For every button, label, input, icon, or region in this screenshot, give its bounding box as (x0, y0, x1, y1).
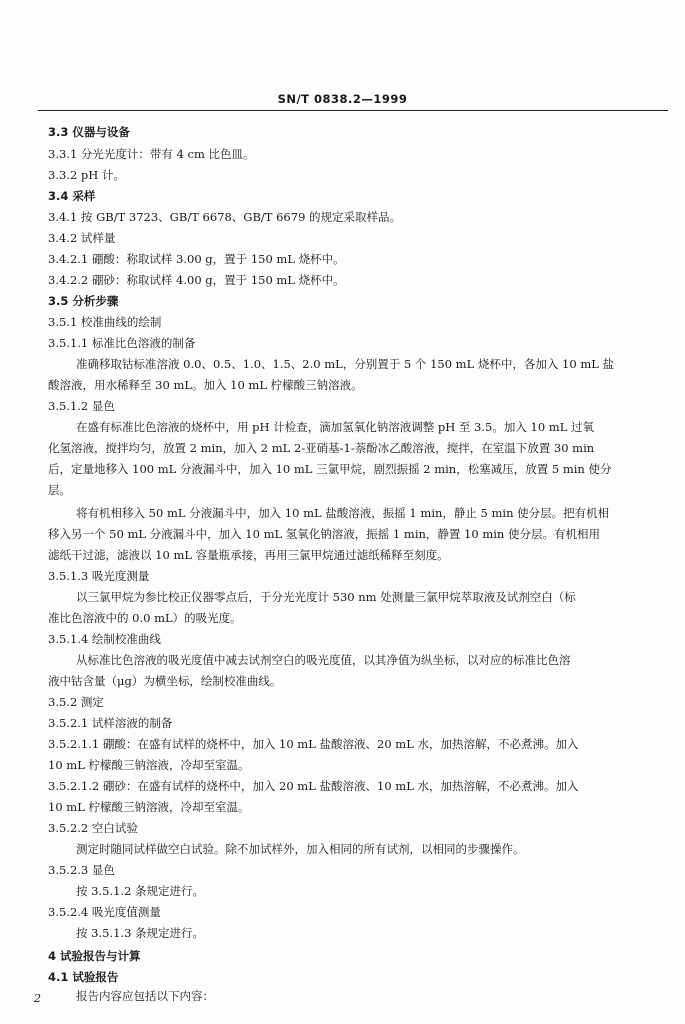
paragraph-line: 按 3.5.1.2 条规定进行。 (76, 884, 205, 898)
clause: 3.4.2.1 硼酸：称取试样 3.00 g，置于 150 mL 烧杯中。 (48, 252, 345, 266)
paragraph-line: 以三氯甲烷为参比校正仪器零点后，于分光光度计 530 nm 处测量三氯甲烷萃取液及试剂空白（标 (76, 590, 576, 604)
clause: 3.4.1 按 GB/T 3723、GB/T 6678、GB/T 6679 的规定采取样品。 (48, 210, 402, 224)
paragraph-line: 报告内容应包括以下内容： (76, 989, 214, 1003)
paragraph-line: 化氢溶液，搅拌均匀，放置 2 min，加入 2 mL 2-亚硝基-1-萘酚冰乙酸溶液，搅拌，在室温下放置 30 min (48, 441, 595, 455)
page-header: SN/T 0838.2—1999 (277, 92, 408, 106)
paragraph-line: 从标准比色溶液的吸光度值中减去试剂空白的吸光度值，以其净值为纵坐标，以对应的标准比色溶 (76, 653, 571, 667)
subsection-heading: 3.5.1.2 显色 (48, 399, 115, 413)
subsection-heading: 3.5.1.4 绘制校准曲线 (48, 632, 161, 646)
clause: 3.4.2.2 硼砂：称取试样 4.00 g，置于 150 mL 烧杯中。 (48, 273, 345, 287)
paragraph-line: 液中钴含量（μg）为横坐标，绘制校准曲线。 (48, 674, 282, 688)
subsection-heading: 3.5.2 测定 (48, 695, 104, 709)
paragraph-line: 移入另一个 50 mL 分液漏斗中，加入 10 mL 氢氧化钠溶液，振摇 1 min，静置 10 min 使分层。有机相用 (48, 527, 600, 541)
paragraph-line: 测定时随同试样做空白试验。除不加试样外，加入相同的所有试剂，以相同的步骤操作。 (76, 842, 525, 856)
subsection-heading: 3.5.2.1 试样溶液的制备 (48, 716, 173, 730)
section-heading: 4.1 试验报告 (48, 970, 119, 984)
subsection-heading: 3.5.1.1 标准比色溶液的制备 (48, 336, 196, 350)
paragraph-line: 将有机相移入 50 mL 分液漏斗中，加入 10 mL 盐酸溶液，振摇 1 min，静止 5 min 使分层。把有机相 (76, 506, 610, 520)
paragraph-line: 准比色溶液中的 0.0 mL）的吸光度。 (48, 611, 242, 625)
section-heading: 3.3 仪器与设备 (48, 125, 130, 139)
paragraph-line: 准确移取钴标准溶液 0.0、0.5、1.0、1.5、2.0 mL，分别置于 5 个 150 mL 烧杯中，各加入 10 mL 盐 (76, 357, 615, 371)
section-heading: 3.4 采样 (48, 189, 96, 203)
paragraph-line: 后，定量地移入 100 mL 分液漏斗中，加入 10 mL 三氯甲烷，剧烈振摇 2 min，松塞减压，放置 5 min 使分 (48, 462, 612, 476)
paragraph-line: 酸溶液，用水稀释至 30 mL。加入 10 mL 柠檬酸三钠溶液。 (48, 378, 363, 392)
subsection-heading: 3.5.2.2 空白试验 (48, 821, 138, 835)
paragraph-line: 10 mL 柠檬酸三钠溶液，冷却至室温。 (48, 758, 250, 772)
paragraph-line: 滤纸干过滤，滤液以 10 mL 容量瓶承接，再用三氯甲烷通过滤纸稀释至刻度。 (48, 548, 449, 562)
subsection-heading: 3.5.2.4 吸光度值测量 (48, 905, 161, 919)
paragraph-line: 层。 (48, 483, 71, 497)
page-number: 2 (34, 992, 41, 1005)
subsection-heading: 3.5.1.3 吸光度测量 (48, 569, 150, 583)
chapter-heading: 4 试验报告与计算 (48, 949, 141, 963)
clause: 3.5.2.1.1 硼酸：在盛有试样的烧杯中，加入 10 mL 盐酸溶液、20 mL 水，加热溶解，不必煮沸。加入 (48, 737, 579, 751)
paragraph-line: 按 3.5.1.3 条规定进行。 (76, 926, 205, 940)
clause: 3.3.2 pH 计。 (48, 168, 125, 182)
paragraph-line: 在盛有标准比色溶液的烧杯中，用 pH 计检查，滴加氢氧化钠溶液调整 pH 至 3.5。加入 10 mL 过氧 (76, 420, 594, 434)
clause: 3.5.2.1.2 硼砂：在盛有试样的烧杯中，加入 20 mL 盐酸溶液、10 mL 水，加热溶解，不必煮沸。加入 (48, 779, 579, 793)
section-heading: 3.5 分析步骤 (48, 294, 119, 308)
subsection-heading: 3.5.1 校准曲线的绘制 (48, 315, 162, 329)
clause: 3.3.1 分光光度计：带有 4 cm 比色皿。 (48, 147, 255, 161)
subsection-heading: 3.4.2 试样量 (48, 231, 116, 245)
paragraph-line: 10 mL 柠檬酸三钠溶液，冷却至室温。 (48, 800, 250, 814)
subsection-heading: 3.5.2.3 显色 (48, 863, 115, 877)
